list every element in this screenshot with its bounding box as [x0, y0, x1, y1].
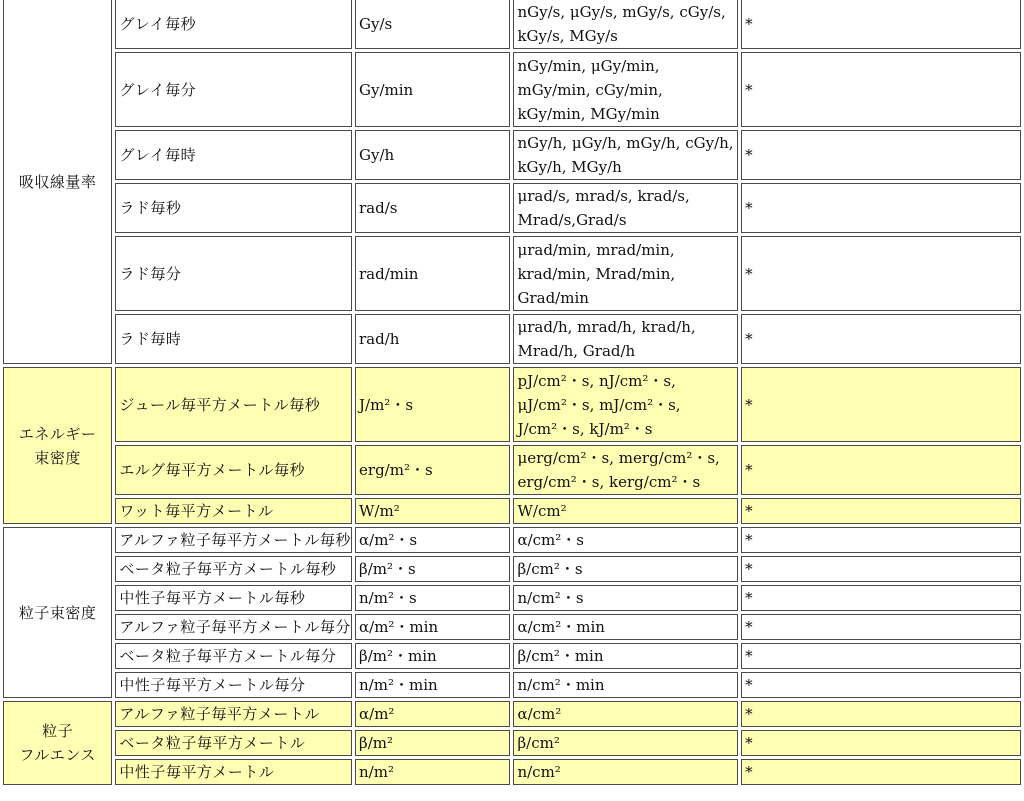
prefixed-units-cell: n/cm²・min — [513, 672, 738, 698]
category-label: 粒子束密度 — [18, 603, 97, 622]
table-row — [3, 367, 1021, 442]
table-row — [3, 236, 1021, 311]
table-row — [3, 314, 1021, 364]
unit-symbol-cell: n/m²・min — [355, 672, 510, 698]
unit-name-cell: ラド毎分 — [115, 236, 352, 311]
unit-symbol-cell: Gy/s — [355, 0, 510, 49]
unit-name-cell: アルファ粒子毎平方メートル毎秒 — [115, 527, 352, 553]
unit-symbol-cell: J/m²・s — [355, 367, 510, 442]
prefixed-units-cell: α/cm²・s — [513, 527, 738, 553]
mark-cell: * — [741, 643, 1021, 669]
prefixed-units-cell: n/cm² — [513, 759, 738, 785]
mark-cell: * — [741, 445, 1021, 495]
category-cell — [3, 367, 112, 524]
mark-cell: * — [741, 730, 1021, 756]
prefixed-units-cell: β/cm²・min — [513, 643, 738, 669]
mark-cell: * — [741, 130, 1021, 180]
mark-cell: * — [741, 314, 1021, 364]
mark-cell: * — [741, 0, 1021, 49]
category-label: 吸収線量率 — [18, 172, 97, 191]
table-row — [3, 701, 1021, 727]
unit-name-cell: アルファ粒子毎平方メートル — [115, 701, 352, 727]
category-cell — [3, 527, 112, 698]
prefixed-units-cell: nGy/s, μGy/s, mGy/s, cGy/s, kGy/s, MGy/s — [513, 0, 738, 49]
unit-symbol-cell: n/m²・s — [355, 585, 510, 611]
unit-symbol-cell: α/m² — [355, 701, 510, 727]
mark-cell: * — [741, 672, 1021, 698]
unit-symbol-cell: β/m²・s — [355, 556, 510, 582]
unit-name-cell: ラド毎時 — [115, 314, 352, 364]
mark-cell: * — [741, 236, 1021, 311]
unit-symbol-cell: β/m²・min — [355, 643, 510, 669]
unit-symbol-cell: rad/s — [355, 183, 510, 233]
unit-symbol-cell: rad/min — [355, 236, 510, 311]
category-cell — [3, 0, 112, 364]
mark-cell: * — [741, 759, 1021, 785]
unit-symbol-cell: n/m² — [355, 759, 510, 785]
mark-cell: * — [741, 701, 1021, 727]
table-row — [3, 130, 1021, 180]
unit-name-cell: アルファ粒子毎平方メートル毎分 — [115, 614, 352, 640]
mark-cell: * — [741, 367, 1021, 442]
table-row — [3, 556, 1021, 582]
mark-cell: * — [741, 52, 1021, 127]
units-table-body — [3, 0, 1021, 785]
unit-symbol-cell: W/m² — [355, 498, 510, 524]
unit-name-cell: 中性子毎平方メートル毎分 — [115, 672, 352, 698]
table-row — [3, 759, 1021, 785]
prefixed-units-cell: β/cm² — [513, 730, 738, 756]
prefixed-units-cell: n/cm²・s — [513, 585, 738, 611]
unit-symbol-cell: β/m² — [355, 730, 510, 756]
unit-name-cell: ワット毎平方メートル — [115, 498, 352, 524]
prefixed-units-cell: μerg/cm²・s, merg/cm²・s, erg/cm²・s, kerg/cm²・s — [513, 445, 738, 495]
unit-name-cell: 中性子毎平方メートル毎秒 — [115, 585, 352, 611]
table-row — [3, 52, 1021, 127]
prefixed-units-cell: β/cm²・s — [513, 556, 738, 582]
mark-cell: * — [741, 527, 1021, 553]
category-label: 粒子 フルエンス — [19, 722, 96, 764]
unit-symbol-cell: Gy/h — [355, 130, 510, 180]
prefixed-units-cell: nGy/h, μGy/h, mGy/h, cGy/h, kGy/h, MGy/h — [513, 130, 738, 180]
prefixed-units-cell: μrad/s, mrad/s, krad/s, Mrad/s,Grad/s — [513, 183, 738, 233]
unit-symbol-cell: rad/h — [355, 314, 510, 364]
unit-name-cell: ベータ粒子毎平方メートル毎分 — [115, 643, 352, 669]
mark-cell: * — [741, 585, 1021, 611]
unit-name-cell: ベータ粒子毎平方メートル — [115, 730, 352, 756]
unit-symbol-cell: Gy/min — [355, 52, 510, 127]
prefixed-units-cell: nGy/min, μGy/min, mGy/min, cGy/min, kGy/min, MGy/min — [513, 52, 738, 127]
prefixed-units-cell: pJ/cm²・s, nJ/cm²・s, μJ/cm²・s, mJ/cm²・s, J/cm²・s, kJ/m²・s — [513, 367, 738, 442]
table-row — [3, 643, 1021, 669]
table-row — [3, 614, 1021, 640]
unit-symbol-cell: α/m²・s — [355, 527, 510, 553]
unit-name-cell: エルグ毎平方メートル毎秒 — [115, 445, 352, 495]
prefixed-units-cell: α/cm²・min — [513, 614, 738, 640]
mark-cell: * — [741, 498, 1021, 524]
unit-name-cell: グレイ毎分 — [115, 52, 352, 127]
prefixed-units-cell: α/cm² — [513, 701, 738, 727]
category-label: エネルギー 束密度 — [18, 424, 97, 467]
prefixed-units-cell: μrad/h, mrad/h, krad/h, Mrad/h, Grad/h — [513, 314, 738, 364]
category-cell — [3, 701, 112, 785]
table-row — [3, 730, 1021, 756]
prefixed-units-cell: W/cm² — [513, 498, 738, 524]
prefixed-units-cell: μrad/min, mrad/min, krad/min, Mrad/min, Grad/min — [513, 236, 738, 311]
unit-name-cell: グレイ毎時 — [115, 130, 352, 180]
table-row — [3, 585, 1021, 611]
table-row — [3, 183, 1021, 233]
table-row — [3, 498, 1021, 524]
mark-cell: * — [741, 614, 1021, 640]
mark-cell: * — [741, 183, 1021, 233]
table-row — [3, 0, 1021, 49]
unit-name-cell: ラド毎秒 — [115, 183, 352, 233]
unit-name-cell: ジュール毎平方メートル毎秒 — [115, 367, 352, 442]
unit-symbol-cell: erg/m²・s — [355, 445, 510, 495]
unit-symbol-cell: α/m²・min — [355, 614, 510, 640]
table-row — [3, 527, 1021, 553]
unit-name-cell: ベータ粒子毎平方メートル毎秒 — [115, 556, 352, 582]
table-row — [3, 445, 1021, 495]
unit-name-cell: グレイ毎秒 — [115, 0, 352, 49]
table-row — [3, 672, 1021, 698]
mark-cell: * — [741, 556, 1021, 582]
unit-name-cell: 中性子毎平方メートル — [115, 759, 352, 785]
